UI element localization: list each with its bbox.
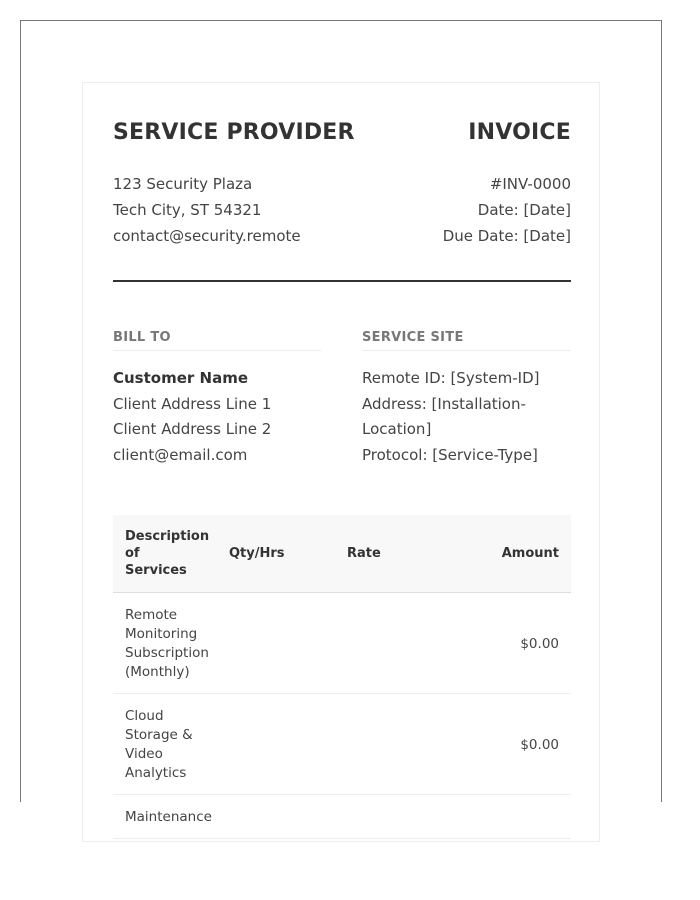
invoice-due-date: Due Date: [Date]	[442, 227, 571, 245]
invoice-date: Date: [Date]	[477, 201, 571, 219]
table-row	[113, 795, 571, 839]
bill-to-label: BILL TO	[113, 330, 321, 351]
company-address-line1: 123 Security Plaza	[113, 175, 253, 193]
bill-to-section	[113, 330, 321, 468]
invoice-number: #INV-0000	[489, 175, 571, 193]
company-email: contact@security.remote	[113, 227, 301, 245]
row-amount: $0.00	[453, 593, 571, 694]
company-address	[113, 171, 301, 249]
row-description: Maintenance	[113, 795, 217, 839]
company-address-line2: Tech City, ST 54321	[113, 201, 262, 219]
header-description: Description of Services	[113, 515, 217, 593]
service-site-label: SERVICE SITE	[362, 330, 571, 351]
header-qty: Qty/Hrs	[217, 515, 335, 593]
client-address-line1: Client Address Line 1	[113, 394, 272, 413]
services-table	[113, 515, 571, 839]
header-amount: Amount	[453, 515, 571, 593]
row-rate	[335, 593, 453, 694]
invoice-meta	[443, 171, 571, 249]
row-description: Cloud Storage & Video Analytics	[113, 694, 217, 795]
row-rate	[335, 795, 453, 839]
row-qty	[217, 694, 335, 795]
service-site-details	[362, 366, 571, 468]
invoice-title: INVOICE	[468, 120, 571, 145]
row-amount: $0.00	[453, 694, 571, 795]
service-site-section	[362, 330, 571, 468]
client-address-line2: Client Address Line 2	[113, 420, 272, 438]
table-row	[113, 694, 571, 795]
table-header-row	[113, 515, 571, 593]
row-qty	[217, 795, 335, 839]
protocol: Protocol: [Service-Type]	[362, 445, 538, 464]
client-email: client@email.com	[113, 445, 248, 464]
row-rate	[335, 694, 453, 795]
row-amount	[453, 795, 571, 839]
invoice-document	[82, 82, 600, 842]
invoice-content	[113, 83, 571, 825]
customer-name: Customer Name	[113, 369, 248, 387]
header-rate: Rate	[335, 515, 453, 593]
remote-id: Remote ID: [System-ID]	[362, 369, 540, 387]
page-frame	[20, 20, 662, 825]
site-address: Address: [Installation-Location]	[362, 394, 526, 438]
table-row	[113, 593, 571, 694]
row-qty	[217, 593, 335, 694]
company-name: SERVICE PROVIDER	[113, 120, 355, 145]
bill-to-details	[113, 366, 321, 468]
invoice-header	[113, 83, 571, 283]
row-description: Remote Monitoring Subscription (Monthly)	[113, 593, 217, 694]
header-divider	[113, 280, 571, 282]
